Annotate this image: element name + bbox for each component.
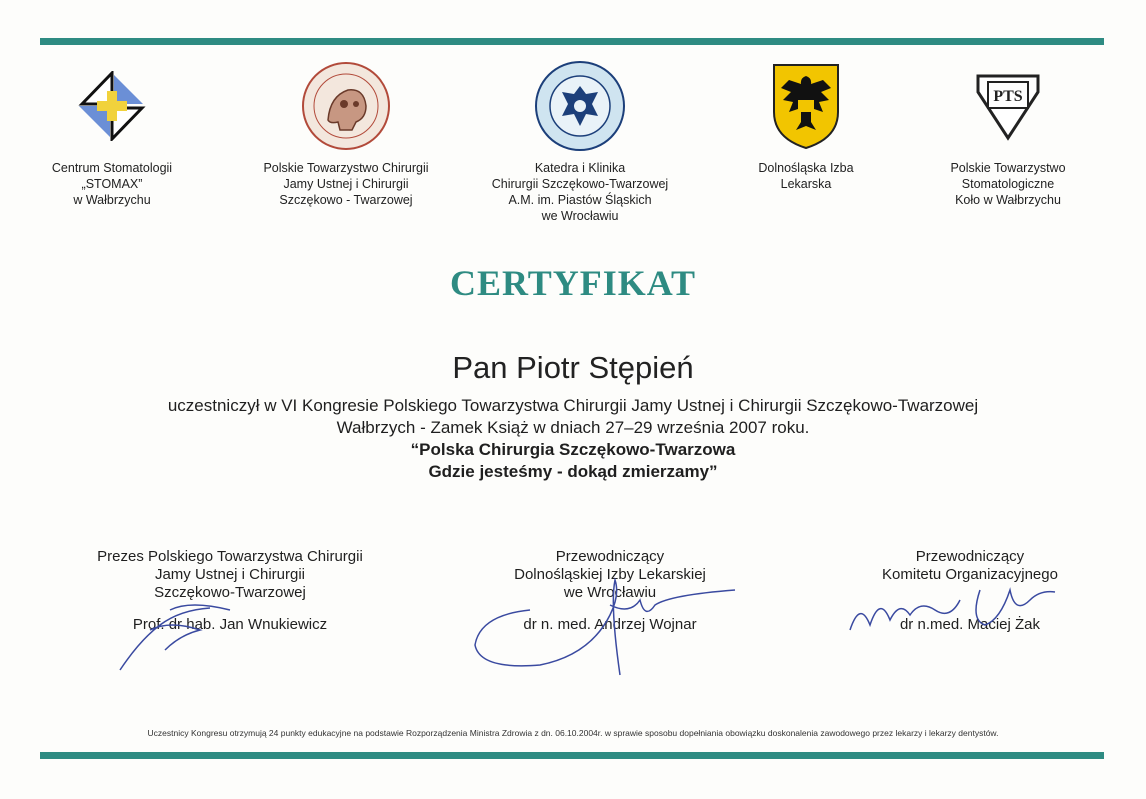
top-rule bbox=[40, 38, 1104, 45]
logo-ptcjusz bbox=[236, 60, 456, 208]
signatory-role: Przewodniczący bbox=[555, 548, 665, 565]
signatory-name: dr n. med. Andrzej Wojnar bbox=[523, 616, 697, 633]
certificate-title: CERTYFIKAT bbox=[449, 263, 697, 303]
congress-motto-line: “Polska Chirurgia Szczękowo-Twarzowa bbox=[410, 440, 736, 459]
logo-caption-line: Stomatologiczne bbox=[961, 177, 1055, 191]
signatory-role: Dolnośląskiej Izby Lekarskiej bbox=[514, 566, 706, 583]
signatory-name: dr n.med. Maciej Żak bbox=[899, 616, 1041, 633]
recipient-name: Pan Piotr Stępień bbox=[452, 350, 694, 385]
bottom-rule bbox=[40, 752, 1104, 759]
logo-caption-line: Lekarska bbox=[780, 177, 832, 191]
logo-caption-line: Szczękowo - Twarzowej bbox=[279, 193, 413, 207]
body-line: Wałbrzych - Zamek Książ w dniach 27–29 września 2007 roku. bbox=[336, 418, 810, 437]
signatory-role: Jamy Ustnej i Chirurgii bbox=[154, 566, 306, 583]
signatory-role: Przewodniczący bbox=[915, 548, 1025, 565]
handwritten-signature-2 bbox=[470, 575, 740, 685]
logo-caption-line: Jamy Ustnej i Chirurgii bbox=[283, 177, 409, 191]
stomax-logo-icon bbox=[77, 71, 147, 141]
signatory-role: Szczękowo-Twarzowej bbox=[154, 584, 306, 601]
logo-caption-line: Chirurgii Szczękowo-Twarzowej bbox=[491, 177, 669, 191]
signatory-name: Prof. dr hab. Jan Wnukiewicz bbox=[132, 616, 328, 633]
pts-logo-text: PTS bbox=[993, 88, 1023, 105]
certificate-body bbox=[0, 395, 1146, 483]
logo-dil bbox=[696, 60, 916, 192]
congress-motto-line: Gdzie jesteśmy - dokąd zmierzamy” bbox=[428, 462, 718, 481]
logo-row bbox=[0, 60, 1146, 230]
signatory-role: we Wrocławiu bbox=[563, 584, 657, 601]
handwritten-signature-3 bbox=[840, 580, 1060, 640]
eagle-shield-icon bbox=[771, 62, 841, 150]
footer-note: Uczestnicy Kongresu otrzymują 24 punkty edukacyjne na podstawie Rozporządzenia Ministra Zdrowia z dn. 06.10.2004r. w sprawie sposobu dopełniania obowiązku doskonalenia zawodowego przez lekarzy i lekarzy dentystów. bbox=[147, 728, 999, 738]
logo-caption-line: we Wrocławiu bbox=[541, 209, 619, 223]
logo-caption-line: Dolnośląska Izba bbox=[758, 161, 854, 175]
logo-caption-line: Polskie Towarzystwo bbox=[950, 161, 1066, 175]
academia-medica-seal-icon bbox=[534, 60, 626, 152]
logo-caption-line: Centrum Stomatologii bbox=[51, 161, 173, 175]
logo-pts bbox=[898, 60, 1118, 208]
logo-caption-line: w Wałbrzychu bbox=[73, 193, 151, 207]
pts-logo-icon bbox=[972, 70, 1044, 142]
logo-stomax bbox=[2, 60, 222, 208]
logo-academia-medica bbox=[470, 60, 690, 224]
logo-caption-line: „STOMAX” bbox=[81, 177, 143, 191]
signatory-role: Komitetu Organizacyjnego bbox=[882, 566, 1058, 583]
body-line: uczestniczył w VI Kongresie Polskiego Towarzystwa Chirurgii Jamy Ustnej i Chirurgii Szczękowo-Twarzowej bbox=[167, 396, 979, 415]
logo-caption-line: A.M. im. Piastów Śląskich bbox=[508, 193, 652, 207]
ptcjusz-seal-icon bbox=[300, 60, 392, 152]
logo-caption-line: Koło w Wałbrzychu bbox=[955, 193, 1061, 207]
logo-caption-line: Katedra i Klinika bbox=[534, 161, 626, 175]
signatory-role: Prezes Polskiego Towarzystwa Chirurgii bbox=[97, 548, 363, 565]
handwritten-signature-1 bbox=[110, 590, 250, 680]
logo-caption-line: Polskie Towarzystwo Chirurgii bbox=[263, 161, 429, 175]
